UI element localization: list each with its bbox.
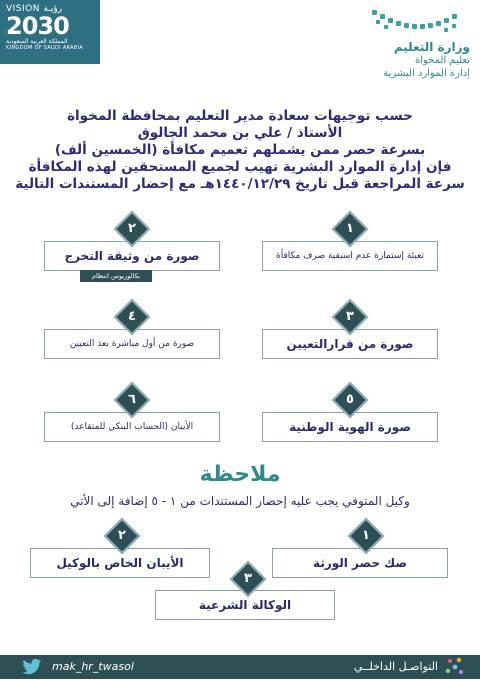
- intro-line: سرعة المراجعة قبل تاريخ ١٤٤٠/١٢/٢٩هـ مع إحضار المستندات التالية: [15, 176, 465, 192]
- intro-line: فإن إدارة الموارد البشرية تهيب لجميع المستحقين لهذه المكافأة: [28, 159, 452, 175]
- network-dots-icon: [444, 657, 466, 677]
- step-number-3: ٣: [346, 309, 354, 324]
- ministry-department: إدارة الموارد البشرية: [383, 68, 470, 79]
- ministry-emblem-icon: [368, 6, 464, 40]
- document-tile-6: الأيبان (الحساب البنكي للمتقاعد): [44, 412, 220, 442]
- vision-label: VISION رؤيـة: [6, 4, 63, 14]
- document-tile-5: صورة الهوية الوطنية: [262, 412, 438, 442]
- step-number-5: ٥: [346, 392, 354, 407]
- step-number-2: ٢: [128, 221, 136, 236]
- document-tile-4: صورة من أول مباشرة بعد التعيين: [44, 329, 220, 359]
- step-number-6: ٦: [128, 392, 136, 407]
- note-number-3: ٣: [244, 571, 252, 586]
- kingdom-en: KINGDOM OF SAUDI ARABIA: [6, 45, 84, 51]
- ministry-logo: [340, 6, 470, 90]
- note-number-2: ٢: [118, 528, 126, 543]
- internal-communication-label: التواصـل الداخلــي: [353, 660, 438, 673]
- step-number-1: ١: [346, 221, 354, 236]
- ministry-region: تعليم المخواة: [414, 55, 470, 66]
- note-title: ملاحظة: [199, 462, 281, 487]
- note-tile-2: الأيبان الخاص بالوكيل: [30, 548, 210, 578]
- twitter-icon[interactable]: [22, 658, 42, 676]
- vision-year: 2030: [6, 12, 69, 40]
- document-tile-2: صورة من وثيقة التخرج: [44, 241, 220, 271]
- intro-line: الأستاذ / علي بن محمد الجالوق: [137, 125, 343, 141]
- note-text: وكيل المتوفي يجب عليه إحضار المستندات من ١ - ٥ إضافة إلى الأتي: [70, 494, 410, 508]
- twitter-handle[interactable]: mak_hr_twasol: [52, 660, 134, 673]
- intro-line: بسرعة حصر ممن يشملهم تعميم مكافأة (الخمسين ألف): [54, 142, 426, 158]
- document-tile-3: صورة من قرارالتعيين: [262, 329, 438, 359]
- intro-text: [10, 108, 470, 193]
- document-tile-1: تعبئة إستمارة عدم اسبقية صرف مكافأة: [262, 241, 438, 271]
- step-number-4: ٤: [128, 309, 136, 324]
- ministry-name: وزارة التعليم: [393, 40, 470, 54]
- vision-2030-logo: [6, 4, 98, 60]
- note-tile-1: صك حصر الورثة: [272, 548, 448, 578]
- kingdom-ar: المملكة العربية السعودية: [6, 38, 68, 45]
- note-number-1: ١: [362, 528, 370, 543]
- document-sublabel: بكالوريوس انتظام: [80, 270, 152, 282]
- intro-line: حسب توجيهات سعادة مدير التعليم بمحافظة المخواة: [67, 108, 413, 124]
- note-tile-3: الوكالة الشرعية: [155, 590, 335, 620]
